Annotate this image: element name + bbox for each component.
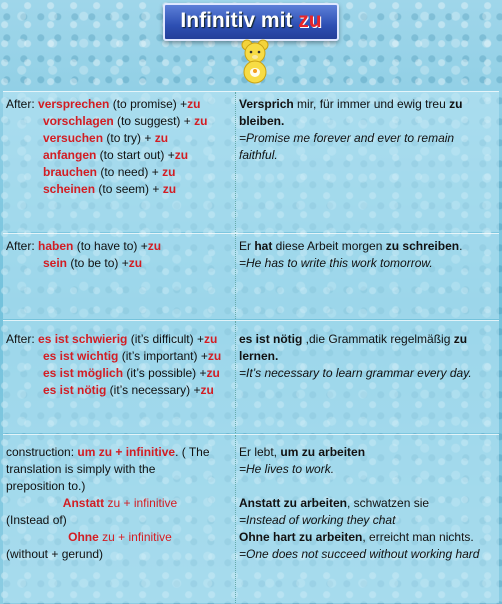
row2-translation: =He has to write this work tomorrow.: [239, 256, 433, 270]
row2-right: [239, 238, 497, 272]
title-text: Infinitiv mit: [180, 9, 299, 32]
row4-construction: construction: um zu + infinitive. ( The: [6, 445, 210, 459]
row3-line-0: After: es ist schwierig (it’s difficult) +zu: [6, 332, 218, 346]
row4-note-1: translation is simply with the: [6, 462, 156, 476]
row1-line-4: brauchen (to need) + zu: [43, 165, 176, 179]
row4-translation-2: =Instead of working they chat: [239, 513, 396, 527]
row1-translation-1: =Promise me forever and ever to remain: [239, 131, 455, 145]
row4-example-3: Ohne hart zu arbeiten, erreicht man nichts.: [239, 530, 474, 544]
row1-line-1: vorschlagen (to suggest) + zu: [43, 114, 208, 128]
row3-translation: =It’s necessary to learn grammar every day.: [239, 366, 472, 380]
row3-line-1: es ist wichtig (it’s important) +zu: [43, 349, 222, 363]
row3-example-2: lernen.: [239, 349, 279, 363]
row3-example-1: es ist nötig ,die Grammatik regelmäßig zu: [239, 332, 468, 346]
title-banner: [163, 3, 339, 41]
row2-left: [6, 238, 234, 272]
column-divider: [235, 92, 236, 232]
row1-line-0: After: versprechen (to promise) +zu: [6, 97, 201, 111]
row4-without: (without + gerund): [6, 547, 104, 561]
row3-left: [6, 331, 234, 399]
row4-ohne: Ohne zu + infinitive: [68, 530, 172, 544]
row-modal: [3, 233, 499, 319]
row3-line-3: es ist nötig (it’s necessary) +zu: [43, 383, 214, 397]
row2-line-0: After: haben (to have to) +zu: [6, 239, 162, 253]
row2-example: Er hat diese Arbeit morgen zu schreiben.: [239, 239, 463, 253]
row1-translation-2: faithful.: [239, 148, 278, 162]
row4-translation-3: =One does not succeed without working hard: [239, 547, 480, 561]
row1-left: [6, 96, 234, 198]
row4-instead: (Instead of): [6, 513, 67, 527]
row1-example-2: bleiben.: [239, 114, 285, 128]
row-constructions: [3, 434, 499, 603]
row4-anstatt: Anstatt zu + infinitive: [62, 496, 178, 510]
bear-mascot-icon: [238, 38, 272, 84]
row4-spacer: [239, 478, 497, 495]
row-adjectives: [3, 320, 499, 433]
row4-example-1: Er lebt, um zu arbeiten: [239, 445, 366, 459]
row3-line-2: es ist möglich (it’s possible) +zu: [43, 366, 220, 380]
row4-left: [6, 444, 234, 563]
title-zu: zu: [298, 9, 322, 32]
row4-translation-1: =He lives to work.: [239, 462, 335, 476]
column-divider: [235, 234, 236, 319]
row1-line-5: scheinen (to seem) + zu: [43, 182, 177, 196]
row-verbs: [3, 91, 499, 232]
row1-line-2: versuchen (to try) + zu: [43, 131, 169, 145]
row1-example-1: Versprich mir, für immer und ewig treu zu: [239, 97, 463, 111]
column-divider: [235, 435, 236, 603]
row1-line-3: anfangen (to start out) +zu: [43, 148, 189, 162]
column-divider: [235, 321, 236, 433]
row1-right: [239, 96, 497, 164]
row2-line-1: sein (to be to) +zu: [43, 256, 143, 270]
row4-example-2: Anstatt zu arbeiten, schwatzen sie: [239, 496, 430, 510]
row4-note-2: preposition to.): [6, 479, 86, 493]
row3-right: [239, 331, 497, 382]
row4-right: [239, 444, 497, 563]
